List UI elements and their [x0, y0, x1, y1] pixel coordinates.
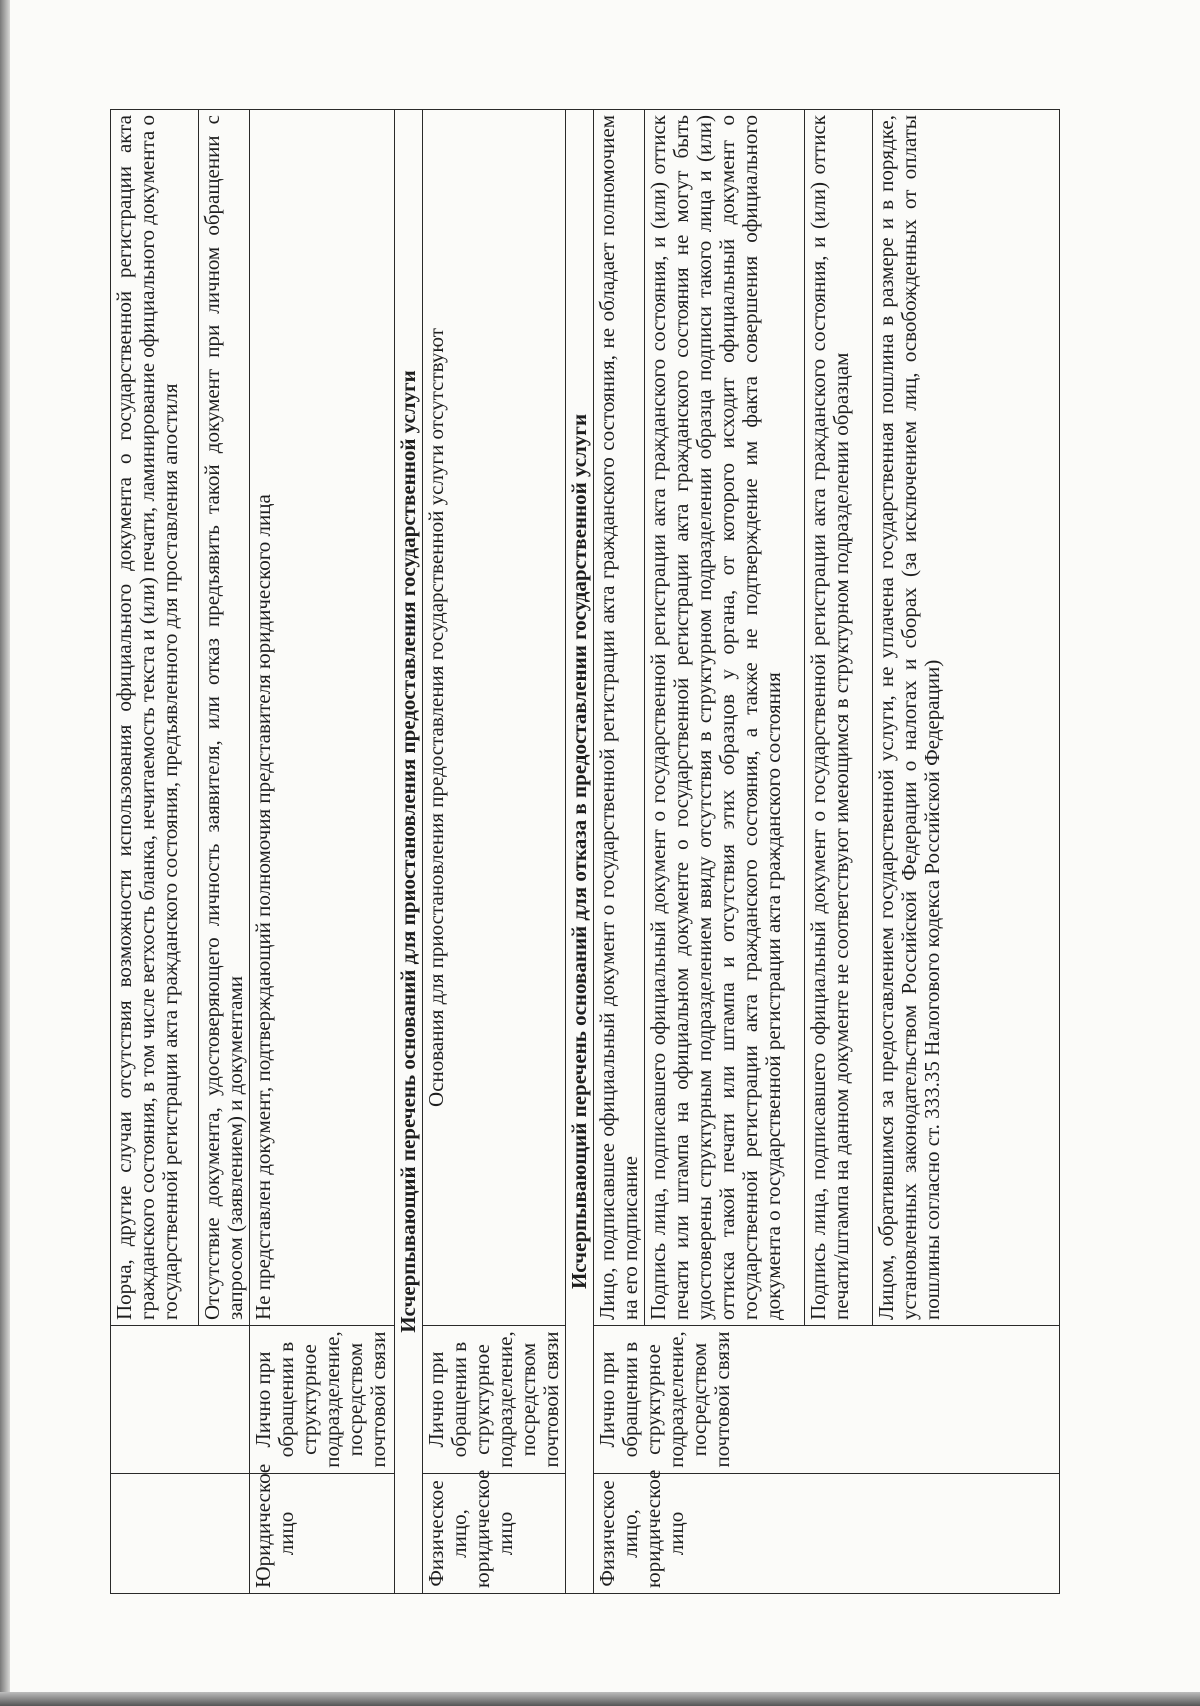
method-cell: Лично при обращении в структурное подразделение, посредством почтовой связи	[594, 1326, 1060, 1474]
reason-cell: Отсутствие документа, удостоверяющего личность заявителя, или отказ предъявить такой документ при личном обращении с запросом (заявлением) и документами	[199, 110, 250, 1326]
table-row	[423, 110, 566, 1594]
method-cell: Лично при обращении в структурное подразделение, посредством почтовой связи	[250, 1326, 395, 1474]
reason-cell: Не представлен документ, подтверждающий полномочия представителя юридического лица	[250, 110, 395, 1326]
reason-cell: Подпись лица, подписавшего официальный документ о государственной регистрации акта гражданского состояния, и (или) оттиск печати или штампа на официальном документе о государственной регистрации акта гражданского состояния не могут быть удостоверены структурным подразделением ввиду отсутствия в структурном подразделении образца подписи такого лица и (или) оттиска такой печати или штампа и отсутствия этих образцов у органа, от которого исходит официальный документ о государственной регистрации акта гражданского состояния, а также не подтверждение им факта совершения официального документа о государственной регистрации акта гражданского состояния	[645, 110, 805, 1326]
scanner-bed-edge	[0, 1692, 1200, 1706]
reason-cell: Порча, другие случаи отсутствия возможности использования официального документа о государственной регистрации акта гражданского состояния, в том числе ветхость бланка, нечитаемость текста и (или) печати, ламинирование официального документа о государственной регистрации акта гражданского состояния, предъявленного для проставления апостиля	[111, 110, 199, 1326]
applicant-cell: Физическое лицо, юридическое лицо	[423, 1474, 566, 1594]
applicant-cell: Физическое лицо, юридическое лицо	[594, 1474, 1060, 1594]
section-heading-row	[566, 110, 594, 1594]
rotated-document	[110, 110, 1060, 1594]
scan-edge-shadow	[0, 0, 10, 1692]
table-row	[250, 110, 395, 1594]
requirements-table	[110, 109, 1060, 1594]
reason-cell: Лицо, подписавшее официальный документ о государственной регистрации акта гражданского состояния, не обладает полномочием на его подписание	[594, 110, 645, 1326]
table-row	[111, 110, 199, 1594]
section-heading-row	[395, 110, 423, 1594]
reason-cell: Подпись лица, подписавшего официальный документ о государственной регистрации акта гражданского состояния, и (или) оттиск печати/штампа на данном документе не соответствуют имеющимся в структурном подразделении образцам	[805, 110, 873, 1326]
refusal-heading: Исчерпывающий перечень оснований для отказа в предоставлении государственной услуги	[566, 110, 594, 1594]
table-row	[594, 110, 645, 1594]
applicant-cell	[111, 1474, 250, 1594]
reason-cell: Основания для приостановления предоставления государственной услуги отсутствуют	[423, 110, 566, 1326]
method-cell: Лично при обращении в структурное подразделение, посредством почтовой связи	[423, 1326, 566, 1474]
reason-cell: Лицом, обратившимся за предоставлением государственной услуги, не уплачена государственная пошлина в размере и в порядке, установленных законодательством Российской Федерации о налогах и сборах (за исключением лиц, освобожденных от оплаты пошлины согласно ст. 333.35 Налогового кодекса Российской Федерации)	[873, 110, 1060, 1326]
method-cell	[111, 1326, 250, 1474]
suspension-heading: Исчерпывающий перечень оснований для приостановления предоставления государственной услуги	[395, 110, 423, 1594]
applicant-cell: Юридическое лицо	[250, 1474, 395, 1594]
